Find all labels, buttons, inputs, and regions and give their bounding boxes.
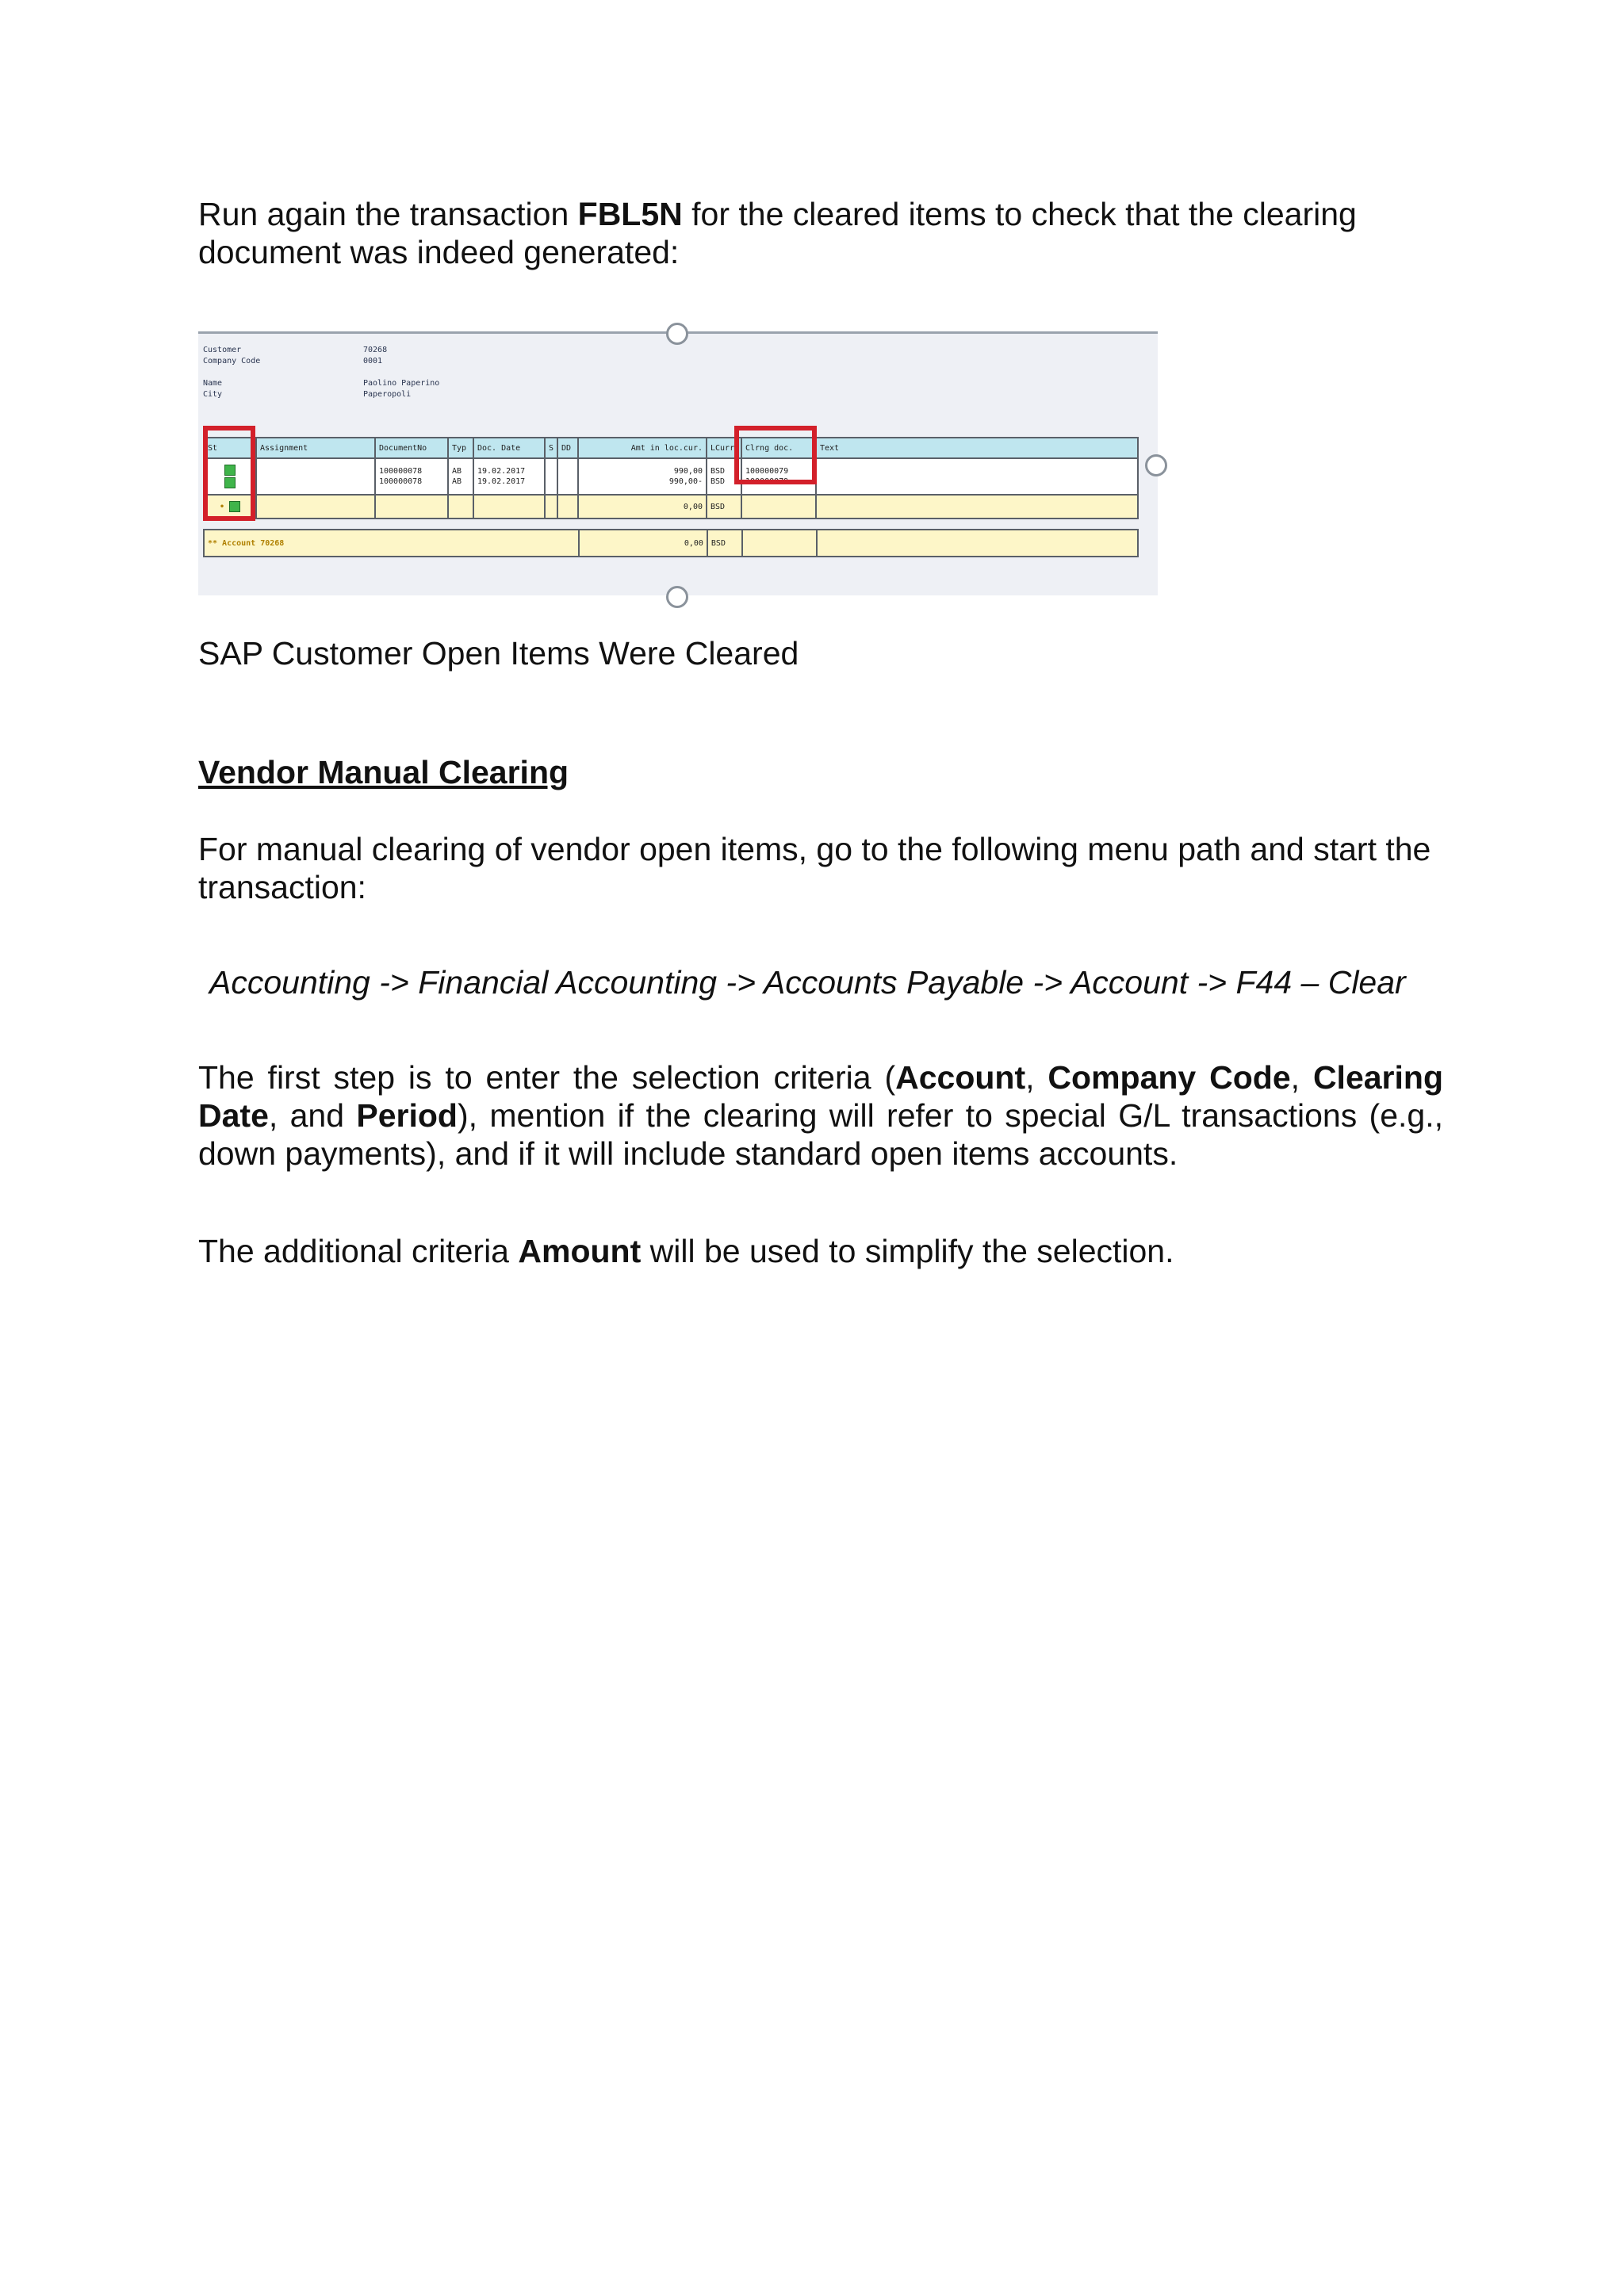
column-header[interactable]: St bbox=[205, 438, 257, 457]
account-total-text: ** Account 70268 bbox=[208, 538, 285, 548]
column-header[interactable]: LCurr bbox=[707, 438, 742, 457]
menu-intro-paragraph: For manual clearing of vendor open items, go to the following menu path and start the transaction: bbox=[198, 831, 1431, 905]
s-cell bbox=[546, 459, 558, 494]
term-period: Period bbox=[356, 1097, 458, 1134]
column-header[interactable]: DocumentNo bbox=[376, 438, 449, 457]
doc-type: AB bbox=[452, 477, 462, 486]
term-clearing-date: Clearing Date bbox=[198, 1059, 1443, 1134]
empty-cell bbox=[474, 496, 546, 518]
selection-criteria-paragraph bbox=[198, 1058, 1443, 1173]
column-header[interactable]: Assignment bbox=[257, 438, 376, 457]
column-header[interactable]: Text bbox=[820, 443, 840, 453]
column-header[interactable]: S bbox=[546, 438, 558, 457]
account-total-row bbox=[203, 529, 1139, 557]
line-item-grid bbox=[203, 437, 1139, 562]
column-header[interactable]: Clrng doc. bbox=[742, 438, 817, 457]
doc-date-cell bbox=[474, 459, 546, 494]
transaction-code: FBL5N bbox=[577, 196, 683, 232]
document-no-cell bbox=[376, 459, 449, 494]
crop-handle bbox=[1145, 454, 1167, 476]
total-amount: 0,00 bbox=[579, 496, 707, 518]
city-label: City bbox=[203, 390, 223, 399]
intro-text-end: for the cleared items to check that the clearing document was indeed generated: bbox=[198, 196, 1357, 270]
crop-handle bbox=[666, 323, 688, 345]
empty-cell bbox=[546, 496, 558, 518]
empty-cell bbox=[449, 496, 474, 518]
company-code-value: 0001 bbox=[363, 357, 383, 365]
figure-caption: SAP Customer Open Items Were Cleared bbox=[198, 635, 799, 672]
clearing-doc[interactable]: 100000079 bbox=[745, 477, 789, 486]
intro-paragraph bbox=[198, 195, 1443, 271]
text: The first step is to enter the selection criteria ( bbox=[198, 1059, 896, 1096]
empty-cell bbox=[558, 496, 579, 518]
intro-text: Run again the transaction bbox=[198, 196, 578, 232]
crop-handle bbox=[666, 586, 688, 608]
additional-criteria-paragraph bbox=[198, 1232, 1443, 1270]
text: will be used to simplify the selection. bbox=[641, 1233, 1174, 1269]
column-header[interactable]: Typ bbox=[449, 438, 474, 457]
doc-date: 19.02.2017 bbox=[477, 467, 526, 476]
clearing-doc[interactable]: 100000079 bbox=[745, 467, 789, 476]
empty-cell bbox=[743, 530, 818, 556]
customer-value: 70268 bbox=[363, 346, 388, 354]
text: , bbox=[1290, 1059, 1313, 1096]
name-value: Paolino Paperino bbox=[363, 379, 440, 388]
amount: 990,00 bbox=[673, 467, 703, 476]
doc-type: AB bbox=[452, 467, 462, 476]
doc-date: 19.02.2017 bbox=[477, 477, 526, 486]
name-label: Name bbox=[203, 379, 223, 388]
total-row bbox=[203, 494, 1139, 519]
column-header[interactable]: Doc. Date bbox=[474, 438, 546, 457]
empty-cell bbox=[742, 496, 817, 518]
company-code-label: Company Code bbox=[203, 357, 261, 365]
text-cell bbox=[817, 459, 1137, 494]
total-marker-icon: • bbox=[219, 502, 224, 511]
column-header-row bbox=[203, 437, 1139, 459]
account-total-label bbox=[205, 530, 580, 556]
header-labels bbox=[203, 345, 260, 400]
city-value: Paperopoli bbox=[363, 390, 412, 399]
term-company-code: Company Code bbox=[1048, 1059, 1291, 1096]
type-cell bbox=[449, 459, 474, 494]
term-amount: Amount bbox=[518, 1233, 642, 1269]
empty-cell bbox=[376, 496, 449, 518]
section-heading: Vendor Manual Clearing bbox=[198, 754, 569, 790]
currency: BSD bbox=[710, 477, 726, 486]
term-account: Account bbox=[895, 1059, 1026, 1096]
total-currency: BSD bbox=[707, 496, 742, 518]
document-no[interactable]: 100000078 bbox=[379, 477, 423, 486]
menu-path: Accounting -> Financial Accounting -> Accounts Payable -> Account -> F44 – Clear bbox=[209, 964, 1406, 1001]
customer-label: Customer bbox=[203, 346, 242, 354]
account-total-currency: BSD bbox=[708, 530, 743, 556]
highlight-box-status bbox=[203, 426, 255, 521]
column-header[interactable]: Amt in loc.cur. bbox=[579, 438, 707, 457]
empty-cell bbox=[257, 496, 376, 518]
document-no[interactable]: 100000078 bbox=[379, 467, 423, 476]
table-row bbox=[203, 459, 1139, 494]
assignment-cell bbox=[257, 459, 376, 494]
amount-cell bbox=[579, 459, 707, 494]
empty-cell bbox=[818, 530, 1137, 556]
dd-cell bbox=[558, 459, 579, 494]
column-header[interactable]: DD bbox=[558, 438, 579, 457]
currency: BSD bbox=[710, 467, 726, 476]
amount: 990,00- bbox=[668, 477, 703, 486]
text: The additional criteria bbox=[198, 1233, 519, 1269]
highlight-box-clearing-doc bbox=[734, 426, 817, 484]
account-total-amount: 0,00 bbox=[580, 530, 708, 556]
text: ), mention if the clearing will refer to special G/L transactions (e.g., down payments), and if it will include standard open items accounts. bbox=[198, 1097, 1443, 1172]
text: , bbox=[1025, 1059, 1048, 1096]
header-values bbox=[363, 345, 439, 400]
text: , and bbox=[268, 1097, 357, 1134]
empty-cell bbox=[817, 496, 1137, 518]
sap-screenshot bbox=[198, 331, 1158, 595]
